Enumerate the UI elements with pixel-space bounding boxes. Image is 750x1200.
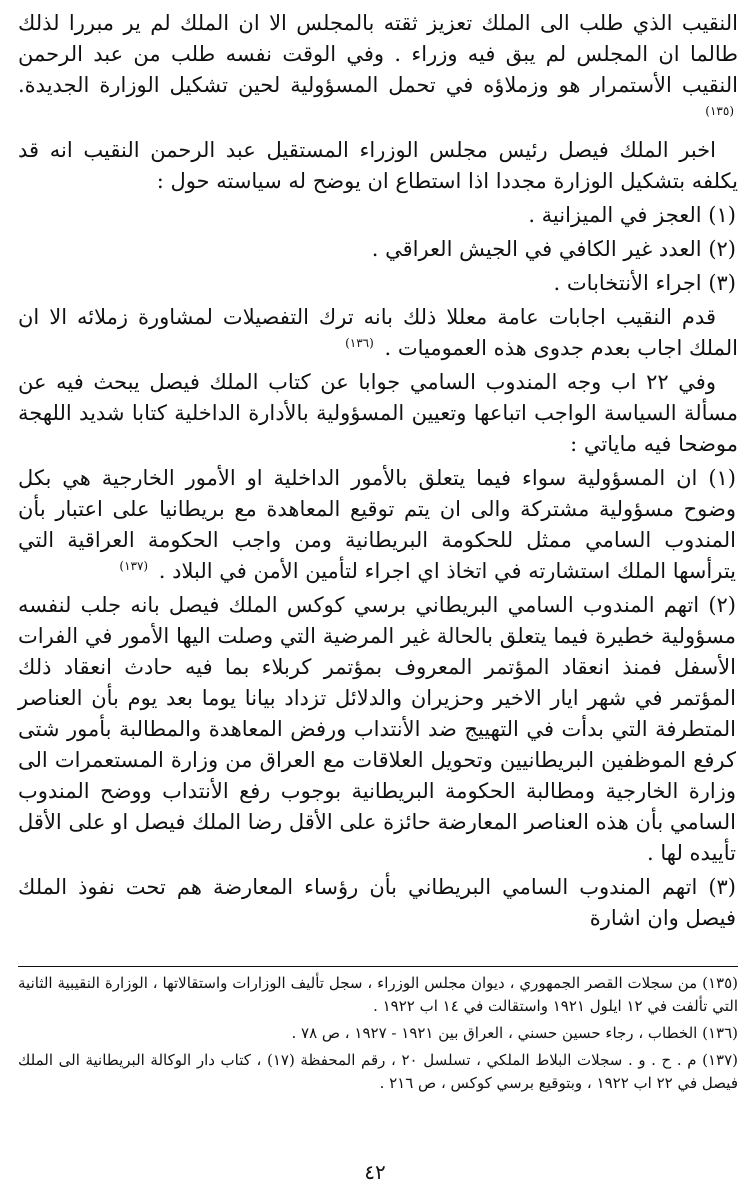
footnote: (١٣٦) الخطاب ، رجاء حسين حسني ، العراق بين ١٩٢١ - ١٩٢٧ ، ص ٧٨ .	[291, 1024, 738, 1042]
list-item-text: (٢) اتهم المندوب السامي البريطاني برسي كوكس الملك فيصل بانه جلب لنفسه مسؤولية خطيرة فيما يتعلق بالحالة غير المرضية التي وصلت اليها الأمور في الفرات الأسفل فمنذ انعقاد المؤتمر المعروف بمؤتمر كربلاء بما فيه حادث انعقاد ذلك المؤتمر في شهر ايار الاخير وحزيران والدلائل تزداد بيانا يوما بعد يوم بأن العناصر المتطرفة التي بدأت في التهييج ضد الأنتداب ورفض المعاهدة والمطالبة بأمور شتى كرفع الموظفين البريطانيين وتحويل العلاقات مع العراق من وزارة المستعمرات الى وزارة الخارجية ومطالبة الحكومة البريطانية بوجوب رفع الأنتداب ووضح المندوب السامي بأن هذه العناصر المعارضة حائزة على الأقل رضا الملك فيصل او على الأقل تأييده لها .	[18, 593, 736, 865]
footnote-ref: (١٣٥)	[705, 104, 734, 118]
paragraph	[18, 135, 738, 197]
paragraph	[18, 302, 738, 364]
footnotes	[18, 972, 738, 1099]
paragraph-text: النقيب الذي طلب الى الملك تعزيز ثقته بالمجلس الا ان الملك لم ير مبررا لذلك طالما ان المجلس لم يبق فيه وزراء . وفي الوقت نفسه طلب من عبد الرحمن النقيب الأستمرار هو وزملاؤه في تحمل المسؤولية لحين تشكيل الوزارة الجديدة.	[18, 11, 738, 97]
page-number: ٤٢	[364, 1160, 386, 1184]
list-item-text: (١) ان المسؤولية سواء فيما يتعلق بالأمور الداخلية او الأمور الخارجية هي بكل وضوح مسؤولية مشتركة والى ان يتم توقيع المعاهدة مع بريطانيا على اعتبار بأن المندوب السامي ممثل للحكومة البريطانية ومن واجب الحكومة العراقية التي يترأسها الملك استشارته في اتخاذ اي اجراء لتأمين الأمن في البلاد .	[18, 466, 736, 583]
paragraph-text: قدم النقيب اجابات عامة معللا ذلك بانه ترك التفصيلات لمشاورة زملائه الا ان الملك اجاب بعدم جدوى هذه العموميات .	[18, 305, 738, 360]
list-item	[18, 200, 738, 231]
paragraph	[18, 8, 738, 132]
list-item-text: (٢) العدد غير الكافي في الجيش العراقي .	[371, 237, 736, 261]
list-item	[18, 590, 738, 869]
footnote-ref: (١٣٧)	[119, 559, 149, 573]
footnote-ref: (١٣٦)	[345, 336, 374, 350]
list-item-text: (٣) اتهم المندوب السامي البريطاني بأن رؤساء المعارضة هم تحت نفوذ الملك فيصل وان اشارة	[18, 875, 736, 930]
footnote: (١٣٧) م . ح . و . سجلات البلاط الملكي ، تسلسل ٢٠ ، رقم المحفظة (١٧) ، كتاب دار الوكالة البريطانية الى الملك فيصل في ٢٢ اب ١٩٢٢ ، وبتوقيع برسي كوكس ، ص ٢١٦ .	[18, 1051, 739, 1092]
list-item	[18, 872, 738, 934]
paragraph-text: وفي ٢٢ اب وجه المندوب السامي جوابا عن كتاب الملك فيصل يبحث فيه عن مسألة السياسة الواجب اتباعها وتعيين المسؤولية بالأدارة الداخلية كتابا شديد اللهجة موضحا فيه ماياتي :	[18, 370, 738, 456]
list-item	[18, 268, 738, 299]
list-item-text: (١) العجز في الميزانية .	[528, 203, 736, 227]
footnote: (١٣٥) من سجلات القصر الجمهوري ، ديوان مجلس الوزراء ، سجل تأليف الوزارات واستقالاتها ، الوزارة النقيبية الثانية التي تألفت في ١٢ ايلول ١٩٢١ واستقالت في ١٤ اب ١٩٢٢ .	[18, 974, 738, 1015]
list-item	[18, 463, 738, 587]
footnote-divider	[18, 966, 738, 967]
list-item	[18, 234, 738, 265]
paragraph-text: اخبر الملك فيصل رئيس مجلس الوزراء المستقيل عبد الرحمن النقيب انه قد يكلفه بتشكيل الوزارة مجددا اذا استطاع ان يوضح له سياسته حول :	[18, 138, 738, 193]
paragraph	[18, 367, 738, 460]
list-item-text: (٣) اجراء الأنتخابات .	[553, 271, 736, 295]
body-text	[18, 8, 738, 934]
